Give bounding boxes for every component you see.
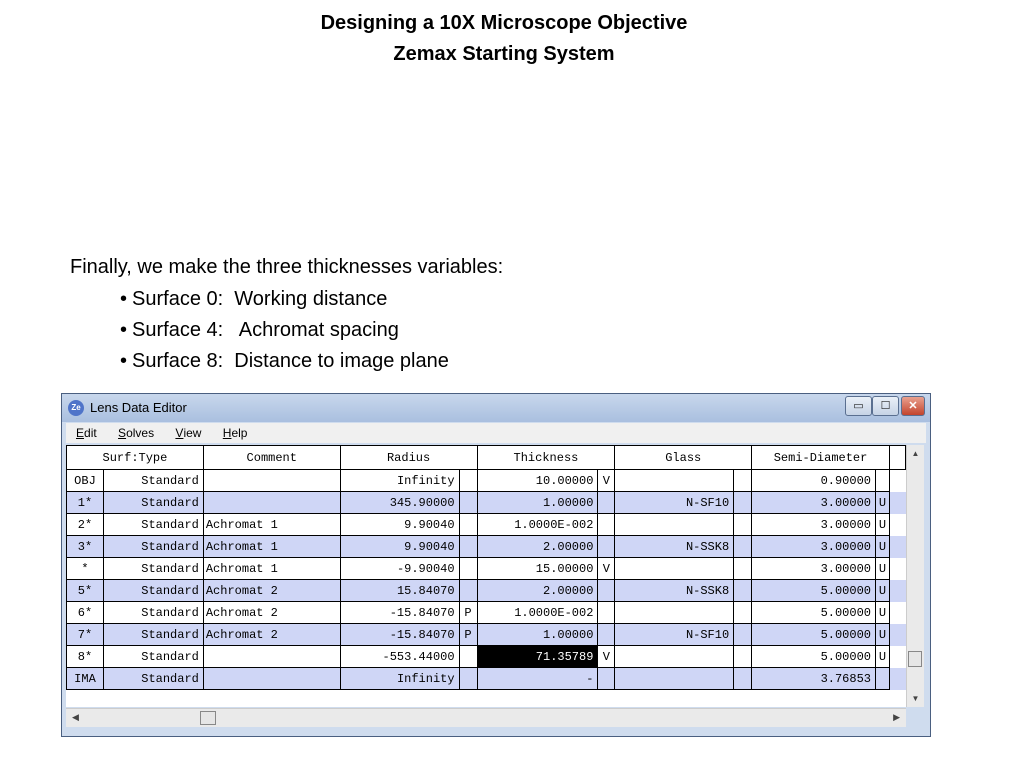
menu-bar (66, 423, 926, 443)
slide-title (0, 8, 1008, 70)
zemax-app-icon: Ze (68, 400, 84, 416)
radius-cell[interactable]: -9.90040 (340, 558, 459, 580)
type-cell[interactable]: Standard (103, 646, 203, 668)
bullet-item (120, 286, 449, 317)
comment-cell[interactable]: Achromat 2 (203, 624, 340, 646)
vertical-scrollbar[interactable] (906, 445, 924, 707)
bullet-list (120, 286, 449, 379)
bullet-item (120, 317, 449, 348)
comment-cell[interactable]: Achromat 1 (203, 514, 340, 536)
row-spacer (889, 558, 905, 580)
glass-solve-cell[interactable] (734, 580, 752, 602)
header-comment[interactable]: Comment (203, 446, 340, 470)
bullet-text: Surface 4: Achromat spacing (132, 319, 399, 341)
thickness-solve-cell[interactable]: V (598, 646, 615, 668)
type-cell[interactable]: Standard (103, 470, 203, 492)
radius-cell[interactable]: -15.84070 (340, 624, 459, 646)
table-row[interactable] (67, 624, 906, 646)
radius-solve-cell[interactable] (459, 536, 477, 558)
lens-data-editor-window (61, 393, 931, 737)
thickness-cell[interactable]: 1.00000 (477, 492, 598, 514)
vertical-scroll-thumb[interactable] (908, 651, 922, 667)
thickness-cell[interactable]: - (477, 668, 598, 690)
glass-cell[interactable]: N-SSK8 (615, 536, 734, 558)
surf-cell[interactable]: 5* (67, 580, 104, 602)
radius-solve-cell[interactable]: P (459, 624, 477, 646)
semi-diameter-cell[interactable]: 3.00000 (752, 514, 876, 536)
glass-solve-cell[interactable] (734, 624, 752, 646)
semi-diameter-cell[interactable]: 5.00000 (752, 646, 876, 668)
surf-cell[interactable]: * (67, 558, 104, 580)
comment-cell[interactable] (203, 646, 340, 668)
glass-solve-cell[interactable] (734, 558, 752, 580)
glass-cell[interactable]: N-SF10 (615, 624, 734, 646)
semi-diameter-cell[interactable]: 3.00000 (752, 492, 876, 514)
thickness-cell[interactable]: 2.00000 (477, 536, 598, 558)
radius-solve-cell[interactable] (459, 470, 477, 492)
thickness-cell[interactable]: 2.00000 (477, 580, 598, 602)
table-row[interactable] (67, 492, 906, 514)
header-radius[interactable]: Radius (340, 446, 477, 470)
thickness-cell[interactable]: 15.00000 (477, 558, 598, 580)
glass-cell[interactable] (615, 646, 734, 668)
glass-cell[interactable] (615, 558, 734, 580)
radius-solve-cell[interactable]: P (459, 602, 477, 624)
glass-solve-cell[interactable] (734, 492, 752, 514)
bullet-dot: • (120, 350, 128, 372)
horizontal-scrollbar[interactable] (66, 708, 906, 727)
slide-title-line1: Designing a 10X Microscope Objective (320, 12, 688, 34)
semi-diameter-cell[interactable]: 5.00000 (752, 580, 876, 602)
bullet-dot: • (120, 288, 128, 310)
row-spacer (889, 624, 905, 646)
radius-cell[interactable]: -15.84070 (340, 602, 459, 624)
thickness-cell[interactable]: 10.00000 (477, 470, 598, 492)
menu-edit[interactable]: Edit (76, 426, 97, 440)
scroll-down-icon[interactable]: ▼ (911, 694, 920, 703)
table-header-row (67, 446, 906, 470)
type-cell[interactable]: Standard (103, 580, 203, 602)
semi-diameter-cell[interactable]: 5.00000 (752, 602, 876, 624)
semi-diameter-solve-cell[interactable]: U (875, 492, 889, 514)
horizontal-scroll-thumb[interactable] (200, 711, 216, 725)
radius-cell[interactable]: Infinity (340, 668, 459, 690)
glass-cell[interactable] (615, 668, 734, 690)
row-spacer (889, 514, 905, 536)
surf-cell[interactable]: IMA (67, 668, 104, 690)
glass-cell[interactable] (615, 470, 734, 492)
thickness-solve-cell[interactable] (598, 492, 615, 514)
thickness-cell[interactable]: 71.35789 (477, 646, 598, 668)
type-cell[interactable]: Standard (103, 602, 203, 624)
table-body (67, 470, 906, 690)
radius-solve-cell[interactable] (459, 514, 477, 536)
thickness-solve-cell[interactable]: V (598, 558, 615, 580)
thickness-cell[interactable]: 1.00000 (477, 624, 598, 646)
glass-cell[interactable]: N-SSK8 (615, 580, 734, 602)
type-cell[interactable]: Standard (103, 624, 203, 646)
header-glass[interactable]: Glass (615, 446, 752, 470)
type-cell[interactable]: Standard (103, 668, 203, 690)
surf-cell[interactable]: 6* (67, 602, 104, 624)
surf-cell[interactable]: 8* (67, 646, 104, 668)
header-surf-type[interactable]: Surf:Type (67, 446, 204, 470)
table-row[interactable] (67, 514, 906, 536)
menu-solves[interactable]: Solves (118, 426, 155, 440)
surf-cell[interactable]: 1* (67, 492, 104, 514)
type-cell[interactable]: Standard (103, 492, 203, 514)
semi-diameter-solve-cell[interactable] (875, 470, 889, 492)
thickness-solve-cell[interactable] (598, 580, 615, 602)
row-spacer (889, 646, 905, 668)
table-row[interactable] (67, 668, 906, 690)
semi-diameter-cell[interactable]: 0.90000 (752, 470, 876, 492)
thickness-solve-cell[interactable] (598, 624, 615, 646)
thickness-cell[interactable]: 1.0000E-002 (477, 514, 598, 536)
semi-diameter-solve-cell[interactable]: U (875, 602, 889, 624)
surf-cell[interactable]: OBJ (67, 470, 104, 492)
intro-text: Finally, we make the three thicknesses variables: (70, 256, 504, 278)
scroll-left-icon[interactable]: ◀ (72, 712, 79, 722)
semi-diameter-solve-cell[interactable]: U (875, 514, 889, 536)
header-thickness[interactable]: Thickness (477, 446, 615, 470)
maximize-button[interactable]: ☐ (872, 396, 899, 416)
semi-diameter-solve-cell[interactable]: U (875, 536, 889, 558)
window-titlebar[interactable] (62, 394, 930, 422)
type-cell[interactable]: Standard (103, 558, 203, 580)
semi-diameter-solve-cell[interactable] (875, 668, 889, 690)
row-spacer (889, 668, 905, 690)
radius-cell[interactable]: 9.90040 (340, 536, 459, 558)
radius-cell[interactable]: 15.84070 (340, 580, 459, 602)
header-spacer (889, 446, 905, 470)
lens-data-table (66, 445, 906, 690)
semi-diameter-solve-cell[interactable]: U (875, 580, 889, 602)
glass-solve-cell[interactable] (734, 470, 752, 492)
row-spacer (889, 492, 905, 514)
row-spacer (889, 602, 905, 624)
thickness-solve-cell[interactable] (598, 536, 615, 558)
semi-diameter-cell[interactable]: 5.00000 (752, 624, 876, 646)
radius-cell[interactable]: Infinity (340, 470, 459, 492)
comment-cell[interactable]: Achromat 1 (203, 558, 340, 580)
close-button[interactable]: ✕ (901, 396, 925, 416)
glass-solve-cell[interactable] (734, 646, 752, 668)
table-row[interactable] (67, 470, 906, 492)
comment-cell[interactable] (203, 668, 340, 690)
thickness-cell[interactable]: 1.0000E-002 (477, 602, 598, 624)
glass-cell[interactable] (615, 514, 734, 536)
lens-data-grid (66, 445, 906, 707)
scroll-right-icon[interactable]: ▶ (893, 712, 900, 722)
row-spacer (889, 470, 905, 492)
menu-view[interactable]: View (175, 426, 202, 440)
row-spacer (889, 536, 905, 558)
table-row[interactable] (67, 602, 906, 624)
radius-solve-cell[interactable] (459, 558, 477, 580)
table-row[interactable] (67, 580, 906, 602)
window-title: Lens Data Editor (90, 400, 187, 415)
bullet-text: Surface 8: Distance to image plane (132, 350, 449, 372)
semi-diameter-cell[interactable]: 3.00000 (752, 536, 876, 558)
bullet-text: Surface 0: Working distance (132, 288, 388, 310)
glass-solve-cell[interactable] (734, 514, 752, 536)
thickness-solve-cell[interactable] (598, 514, 615, 536)
menu-help[interactable]: Help (222, 426, 248, 440)
thickness-solve-cell[interactable] (598, 668, 615, 690)
table-row[interactable] (67, 646, 906, 668)
glass-cell[interactable] (615, 602, 734, 624)
semi-diameter-solve-cell[interactable]: U (875, 646, 889, 668)
radius-cell[interactable]: 9.90040 (340, 514, 459, 536)
semi-diameter-cell[interactable]: 3.76853 (752, 668, 876, 690)
radius-solve-cell[interactable] (459, 580, 477, 602)
radius-cell[interactable]: 345.90000 (340, 492, 459, 514)
row-spacer (889, 580, 905, 602)
glass-solve-cell[interactable] (734, 536, 752, 558)
thickness-solve-cell[interactable]: V (598, 470, 615, 492)
minimize-button[interactable]: ▭ (845, 396, 872, 416)
thickness-solve-cell[interactable] (598, 602, 615, 624)
comment-cell[interactable] (203, 470, 340, 492)
comment-cell[interactable]: Achromat 2 (203, 602, 340, 624)
table-row[interactable] (67, 558, 906, 580)
slide-title-line2: Zemax Starting System (393, 43, 615, 65)
radius-cell[interactable]: -553.44000 (340, 646, 459, 668)
glass-solve-cell[interactable] (734, 602, 752, 624)
radius-solve-cell[interactable] (459, 646, 477, 668)
radius-solve-cell[interactable] (459, 668, 477, 690)
comment-cell[interactable]: Achromat 2 (203, 580, 340, 602)
type-cell[interactable]: Standard (103, 536, 203, 558)
type-cell[interactable]: Standard (103, 514, 203, 536)
semi-diameter-solve-cell[interactable]: U (875, 558, 889, 580)
comment-cell[interactable]: Achromat 1 (203, 536, 340, 558)
semi-diameter-cell[interactable]: 3.00000 (752, 558, 876, 580)
scroll-up-icon[interactable]: ▲ (911, 449, 920, 458)
glass-solve-cell[interactable] (734, 668, 752, 690)
bullet-dot: • (120, 319, 128, 341)
comment-cell[interactable] (203, 492, 340, 514)
surf-cell[interactable]: 3* (67, 536, 104, 558)
bullet-item (120, 348, 449, 379)
table-row[interactable] (67, 536, 906, 558)
semi-diameter-solve-cell[interactable]: U (875, 624, 889, 646)
glass-cell[interactable]: N-SF10 (615, 492, 734, 514)
radius-solve-cell[interactable] (459, 492, 477, 514)
surf-cell[interactable]: 2* (67, 514, 104, 536)
header-semi-diameter[interactable]: Semi-Diameter (752, 446, 890, 470)
surf-cell[interactable]: 7* (67, 624, 104, 646)
